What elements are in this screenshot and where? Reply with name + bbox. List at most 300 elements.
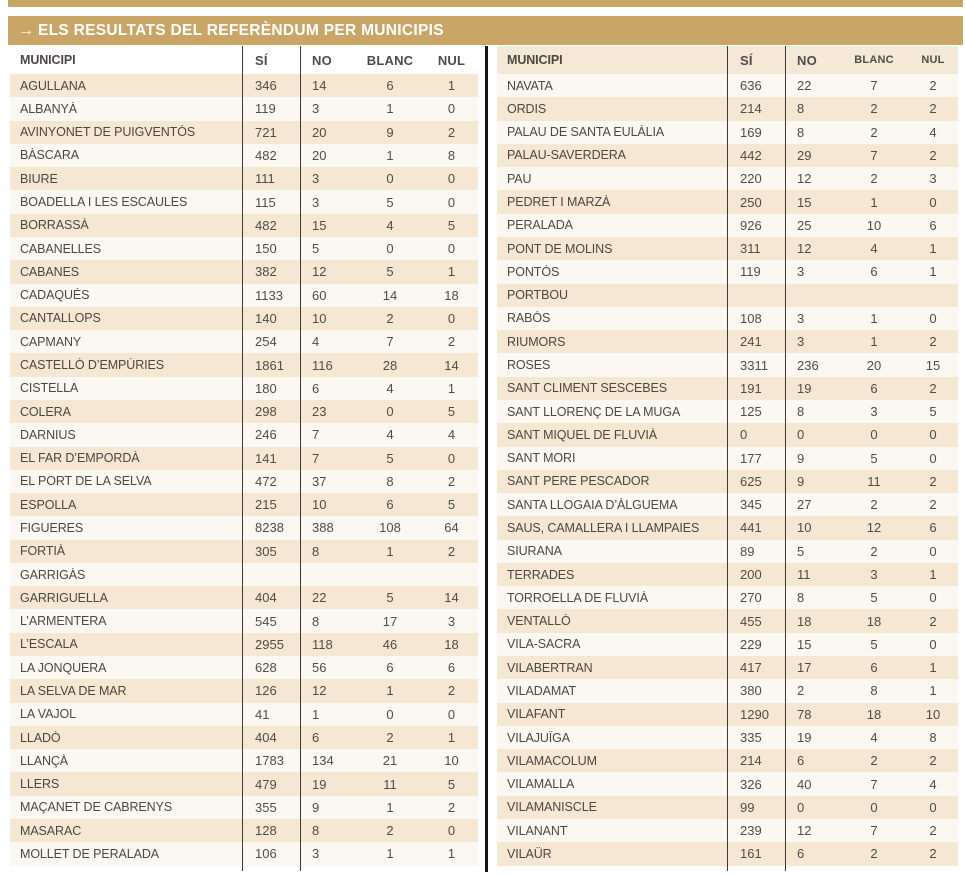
nul-value: 2	[929, 101, 937, 117]
municipality-name: PERALADA	[507, 218, 573, 233]
municipality-name: CANTALLOPS	[20, 311, 101, 326]
nul-value: 0	[929, 310, 937, 326]
blanc-value: 5	[870, 590, 878, 606]
si-value: 141	[255, 450, 277, 466]
municipality-name: BORRASSÀ	[20, 218, 89, 233]
table-row	[10, 237, 478, 260]
blanc-value: 5	[386, 590, 394, 606]
blanc-value: 1	[386, 846, 394, 862]
results-table-right	[497, 46, 958, 866]
blanc-value: 6	[870, 264, 878, 280]
municipality-name: VILAÜR	[507, 846, 552, 861]
no-value: 0	[797, 799, 805, 815]
blanc-value: 2	[386, 310, 394, 326]
nul-value: 2	[929, 497, 937, 513]
municipality-name: SIURANA	[507, 544, 562, 559]
municipality-name: ALBANYÀ	[20, 101, 77, 116]
table-row	[10, 353, 478, 376]
municipality-name: MOLLET DE PERALADA	[20, 846, 159, 861]
blanc-value: 4	[870, 730, 878, 746]
nul-value: 1	[929, 264, 937, 280]
no-value: 8	[312, 823, 320, 839]
municipality-name: AVINYONET DE PUIGVENTÓS	[20, 125, 196, 140]
si-value: 404	[255, 730, 277, 746]
si-value: 380	[740, 683, 762, 699]
no-value: 10	[312, 310, 327, 326]
si-value: 472	[255, 473, 277, 489]
nul-value: 1	[447, 264, 456, 280]
municipality-name: VILAMACOLUM	[507, 753, 597, 768]
no-value: 3	[312, 846, 320, 862]
nul-value: 4	[447, 427, 456, 443]
no-value: 15	[797, 636, 812, 652]
si-value: 214	[740, 101, 762, 117]
table-row	[10, 516, 478, 539]
table-row	[10, 749, 478, 772]
table-row	[10, 400, 478, 423]
no-value: 15	[312, 217, 327, 233]
blanc-value: 1	[870, 194, 878, 210]
si-value: 215	[255, 497, 277, 513]
si-value: 335	[740, 730, 762, 746]
no-value: 134	[312, 753, 334, 769]
blanc-value: 2	[870, 497, 878, 513]
nul-value: 5	[447, 217, 456, 233]
si-value: 442	[740, 147, 762, 163]
si-value: 636	[740, 78, 762, 94]
nul-value: 3	[929, 171, 937, 187]
nul-value: 5	[447, 497, 456, 513]
blanc-value: 6	[386, 78, 394, 94]
table-row	[10, 656, 478, 679]
blanc-value: 7	[386, 334, 394, 350]
no-value: 60	[312, 287, 327, 303]
si-value: 180	[255, 380, 277, 396]
nul-value: 5	[447, 776, 456, 792]
si-value: 254	[255, 334, 277, 350]
no-value: 40	[797, 776, 812, 792]
nul-value: 2	[447, 543, 456, 559]
si-value: 326	[740, 776, 762, 792]
si-value: 1861	[255, 357, 284, 373]
blanc-value: 12	[866, 520, 882, 536]
municipality-name: GARRIGUELLA	[20, 590, 108, 605]
municipality-name: DARNIUS	[20, 427, 76, 442]
municipality-name: RABÓS	[507, 311, 551, 326]
nul-value: 10	[925, 706, 941, 722]
no-value: 9	[797, 450, 805, 466]
si-value: 89	[740, 543, 755, 559]
nul-value: 1	[929, 567, 937, 583]
municipality-name: VILAMALLA	[507, 777, 575, 792]
table-body-left	[10, 74, 478, 866]
si-value: 229	[740, 636, 762, 652]
table-row	[10, 540, 478, 563]
si-value: 305	[255, 543, 277, 559]
si-value: 99	[740, 799, 755, 815]
blanc-value: 46	[382, 636, 398, 652]
blanc-value: 0	[386, 706, 394, 722]
blanc-value: 4	[870, 241, 878, 257]
si-value: 161	[740, 846, 762, 862]
municipality-name: RIUMORS	[507, 334, 566, 349]
nul-value: 1	[929, 660, 937, 676]
nul-value: 1	[447, 380, 456, 396]
table-row	[10, 307, 478, 330]
blanc-value: 5	[870, 450, 878, 466]
no-value: 56	[312, 660, 327, 676]
blanc-value: 0	[386, 241, 394, 257]
municipality-name: PALAU-SAVERDERA	[507, 148, 626, 163]
nul-value: 0	[447, 171, 456, 187]
si-value: 239	[740, 823, 762, 839]
table-row	[10, 97, 478, 120]
nul-value: 2	[929, 473, 937, 489]
no-value: 14	[312, 78, 327, 94]
no-value: 0	[797, 427, 805, 443]
si-value: 108	[740, 310, 762, 326]
si-value: 1783	[255, 753, 284, 769]
municipality-name: CISTELLA	[20, 381, 79, 396]
si-value: 625	[740, 473, 762, 489]
municipality-name: LLANÇÀ	[20, 753, 69, 768]
blanc-value: 5	[386, 450, 394, 466]
nul-value: 0	[929, 543, 937, 559]
blanc-value: 4	[386, 217, 394, 233]
no-value: 18	[797, 613, 812, 629]
no-value: 20	[312, 124, 327, 140]
blanc-value: 1	[386, 799, 394, 815]
si-value: 298	[255, 404, 277, 420]
municipality-name: SANT PERE PESCADOR	[507, 474, 650, 489]
no-value: 3	[312, 171, 320, 187]
municipality-name: GARRIGÀS	[20, 567, 86, 582]
nul-value: 2	[447, 683, 456, 699]
municipality-name: SANTA LLOGAIA D’ÀLGUEMA	[507, 497, 678, 512]
no-value: 3	[312, 194, 320, 210]
nul-value: 2	[929, 823, 937, 839]
nul-value: 6	[447, 660, 456, 676]
table-row	[10, 74, 478, 97]
table-row	[10, 284, 478, 307]
no-value: 118	[312, 636, 333, 652]
blanc-value: 5	[870, 636, 878, 652]
no-value: 22	[797, 78, 812, 94]
blanc-value: 1	[386, 101, 394, 117]
blanc-value: 7	[870, 78, 878, 94]
table-row	[10, 586, 478, 609]
nul-value: 0	[447, 450, 456, 466]
blanc-value: 2	[870, 124, 878, 140]
municipality-name: MAÇANET DE CABRENYS	[20, 800, 173, 815]
si-value: 417	[740, 660, 762, 676]
nul-value: 4	[929, 124, 937, 140]
nul-value: 18	[444, 636, 459, 652]
table-row	[10, 377, 478, 400]
no-value: 10	[797, 520, 812, 536]
table-row	[10, 772, 478, 795]
blanc-value: 17	[382, 613, 398, 629]
si-value: 8238	[255, 520, 284, 536]
column-header-municipi: MUNICIPI	[20, 53, 76, 67]
no-value: 6	[312, 730, 320, 746]
municipality-name: LLERS	[20, 777, 60, 792]
nul-value: 2	[929, 753, 937, 769]
nul-value: 4	[929, 776, 937, 792]
municipality-name: MASARAC	[20, 823, 82, 838]
no-value: 11	[797, 567, 811, 583]
no-value: 8	[312, 613, 320, 629]
nul-value: 0	[929, 636, 937, 652]
municipality-name: VILA-SACRA	[507, 637, 581, 652]
no-value: 12	[312, 264, 327, 280]
no-value: 12	[312, 683, 327, 699]
blanc-value: 6	[386, 660, 394, 676]
nul-value: 1	[447, 730, 456, 746]
table-row	[10, 842, 478, 865]
si-value: 3311	[740, 357, 768, 373]
no-value: 1	[312, 706, 320, 722]
municipality-name: PEDRET I MARZÀ	[507, 195, 611, 210]
si-value: 926	[740, 217, 762, 233]
nul-value: 1	[447, 78, 456, 94]
nul-value: 0	[929, 194, 937, 210]
municipality-name: LA VAJOL	[20, 707, 76, 722]
si-value: 200	[740, 567, 762, 583]
no-value: 116	[312, 357, 333, 373]
blanc-value: 0	[870, 427, 878, 443]
municipality-name: L’ESCALA	[20, 637, 78, 652]
no-value: 37	[312, 473, 327, 489]
nul-value: 0	[929, 450, 937, 466]
no-value: 3	[797, 310, 805, 326]
municipality-name: LLADÓ	[20, 730, 61, 745]
si-value: 482	[255, 147, 277, 163]
si-value: 128	[255, 823, 277, 839]
blanc-value: 2	[870, 101, 878, 117]
table-row	[10, 121, 478, 144]
municipality-name: VILAJUÏGA	[507, 730, 571, 745]
si-value: 106	[255, 846, 277, 862]
si-value: 455	[740, 613, 762, 629]
municipality-name: TERRADES	[507, 567, 575, 582]
no-value: 6	[797, 753, 805, 769]
no-value: 20	[312, 147, 327, 163]
si-value: 169	[740, 124, 762, 140]
blanc-value: 2	[870, 543, 878, 559]
table-row	[10, 260, 478, 283]
column-header-si: SÍ	[255, 52, 268, 68]
municipality-name: BOADELLA I LES ESCAULES	[20, 195, 188, 210]
column-divider	[785, 46, 786, 871]
no-value: 2	[797, 683, 805, 699]
si-value: 346	[255, 78, 277, 94]
no-value: 7	[312, 450, 320, 466]
municipality-name: FIGUERES	[20, 520, 84, 535]
no-value: 12	[797, 241, 812, 257]
blanc-value: 9	[386, 124, 394, 140]
blanc-value: 5	[386, 194, 394, 210]
blanc-value: 2	[386, 823, 394, 839]
table-center-divider	[485, 46, 488, 872]
nul-value: 2	[447, 799, 456, 815]
nul-value: 1	[447, 846, 456, 862]
nul-value: 8	[929, 730, 937, 746]
results-table-left	[10, 46, 478, 866]
si-value: 345	[740, 497, 762, 513]
municipality-name: CAPMANY	[20, 334, 82, 349]
nul-value: 2	[447, 124, 456, 140]
no-value: 19	[312, 776, 327, 792]
no-value: 3	[797, 264, 805, 280]
si-value: 721	[255, 124, 277, 140]
no-value: 8	[797, 124, 805, 140]
si-value: 545	[255, 613, 277, 629]
nul-value: 2	[929, 380, 937, 396]
nul-value: 0	[929, 799, 937, 815]
municipality-name: PORTBOU	[507, 288, 568, 303]
column-divider	[300, 46, 301, 871]
column-header-blanc: BLANC	[854, 54, 894, 66]
municipality-name: ORDIS	[507, 101, 547, 116]
si-value: 125	[740, 404, 762, 420]
nul-value: 6	[929, 520, 937, 536]
blanc-value: 0	[870, 799, 878, 815]
municipality-name: LA JONQUERA	[20, 660, 107, 675]
nul-value: 0	[929, 590, 937, 606]
si-value: 479	[255, 776, 277, 792]
municipality-name: SANT CLIMENT SESCEBES	[507, 381, 667, 396]
table-row	[10, 423, 478, 446]
banner	[8, 16, 963, 45]
no-value: 17	[797, 660, 812, 676]
table-row	[10, 703, 478, 726]
nul-value: 15	[925, 357, 941, 373]
municipality-name: PONTÓS	[507, 264, 560, 279]
no-value: 29	[797, 147, 812, 163]
si-value: 111	[255, 171, 275, 187]
nul-value: 5	[929, 404, 937, 420]
nul-value: 1	[929, 241, 937, 257]
blanc-value: 7	[870, 776, 878, 792]
column-header-blanc: BLANC	[366, 52, 414, 68]
blanc-value: 1	[386, 147, 394, 163]
nul-value: 0	[447, 310, 456, 326]
no-value: 12	[797, 823, 812, 839]
table-header-left	[10, 46, 478, 74]
no-value: 22	[312, 590, 327, 606]
blanc-value: 7	[870, 147, 878, 163]
blanc-value: 108	[379, 520, 401, 536]
si-value: 140	[255, 310, 277, 326]
nul-value: 0	[447, 101, 456, 117]
table-row	[10, 609, 478, 632]
column-header-nul: NUL	[437, 52, 466, 68]
blanc-value: 20	[866, 357, 882, 373]
nul-value: 14	[444, 590, 459, 606]
table-row	[10, 679, 478, 702]
table-row	[10, 633, 478, 656]
table-row	[10, 330, 478, 353]
municipality-name: TORROELLA DE FLUVIÀ	[507, 590, 648, 605]
blanc-value: 6	[386, 497, 394, 513]
si-value: 441	[740, 520, 762, 536]
si-value: 119	[740, 264, 761, 280]
blanc-value: 14	[382, 287, 398, 303]
si-value: 482	[255, 217, 277, 233]
no-value: 8	[797, 101, 805, 117]
si-value: 150	[255, 241, 277, 257]
municipality-name: VENTALLÓ	[507, 614, 571, 629]
no-value: 5	[797, 543, 805, 559]
municipality-name: BIURE	[20, 171, 58, 186]
blanc-value: 3	[870, 567, 878, 583]
nul-value: 18	[444, 287, 459, 303]
municipality-name: SAUS, CAMALLERA I LLAMPAIES	[507, 520, 700, 535]
blanc-value: 2	[870, 171, 878, 187]
no-value: 12	[797, 171, 812, 187]
municipality-name: SANT LLORENÇ DE LA MUGA	[507, 404, 681, 419]
arrow-icon: →	[18, 21, 34, 39]
blanc-value: 8	[870, 683, 878, 699]
nul-value: 2	[929, 147, 937, 163]
column-header-nul: NUL	[921, 54, 945, 66]
no-value: 5	[312, 241, 320, 257]
no-value: 8	[797, 404, 805, 420]
si-value: 214	[740, 753, 762, 769]
si-value: 177	[740, 450, 762, 466]
municipality-name: AGULLANA	[20, 78, 86, 93]
si-value: 355	[255, 799, 277, 815]
municipality-name: SANT MIQUEL DE FLUVIÀ	[507, 427, 658, 442]
blanc-value: 1	[870, 334, 878, 350]
municipality-name: VILAFANT	[507, 707, 566, 722]
municipality-name: SANT MORI	[507, 451, 576, 466]
blanc-value: 1	[870, 310, 878, 326]
blanc-value: 5	[386, 264, 394, 280]
blanc-value: 7	[870, 823, 878, 839]
no-value: 3	[312, 101, 320, 117]
municipality-name: ROSES	[507, 358, 551, 373]
no-value: 8	[312, 543, 320, 559]
column-header-municipi: MUNICIPI	[507, 53, 563, 67]
nul-value: 0	[447, 706, 456, 722]
column-header-no: NO	[797, 52, 817, 68]
si-value: 311	[740, 241, 761, 257]
blanc-value: 11	[867, 473, 881, 489]
nul-value: 64	[444, 520, 459, 536]
nul-value: 14	[444, 357, 459, 373]
si-value: 404	[255, 590, 277, 606]
no-value: 19	[797, 730, 812, 746]
municipality-name: VILANANT	[507, 823, 568, 838]
municipality-name: VILADAMAT	[507, 683, 577, 698]
table-row	[10, 447, 478, 470]
nul-value: 0	[447, 194, 456, 210]
municipality-name: L’ARMENTERA	[20, 614, 107, 629]
blanc-value: 1	[386, 683, 394, 699]
column-header-no: NO	[312, 52, 332, 68]
blanc-value: 11	[383, 776, 397, 792]
municipality-name: LA SELVA DE MAR	[20, 683, 127, 698]
blanc-value: 6	[870, 380, 878, 396]
municipality-name: CASTELLÓ D’EMPÚRIES	[20, 358, 164, 373]
top-accent-strip	[8, 0, 963, 7]
nul-value: 8	[447, 147, 456, 163]
no-value: 9	[797, 473, 805, 489]
si-value: 241	[740, 334, 762, 350]
blanc-value: 4	[386, 427, 394, 443]
